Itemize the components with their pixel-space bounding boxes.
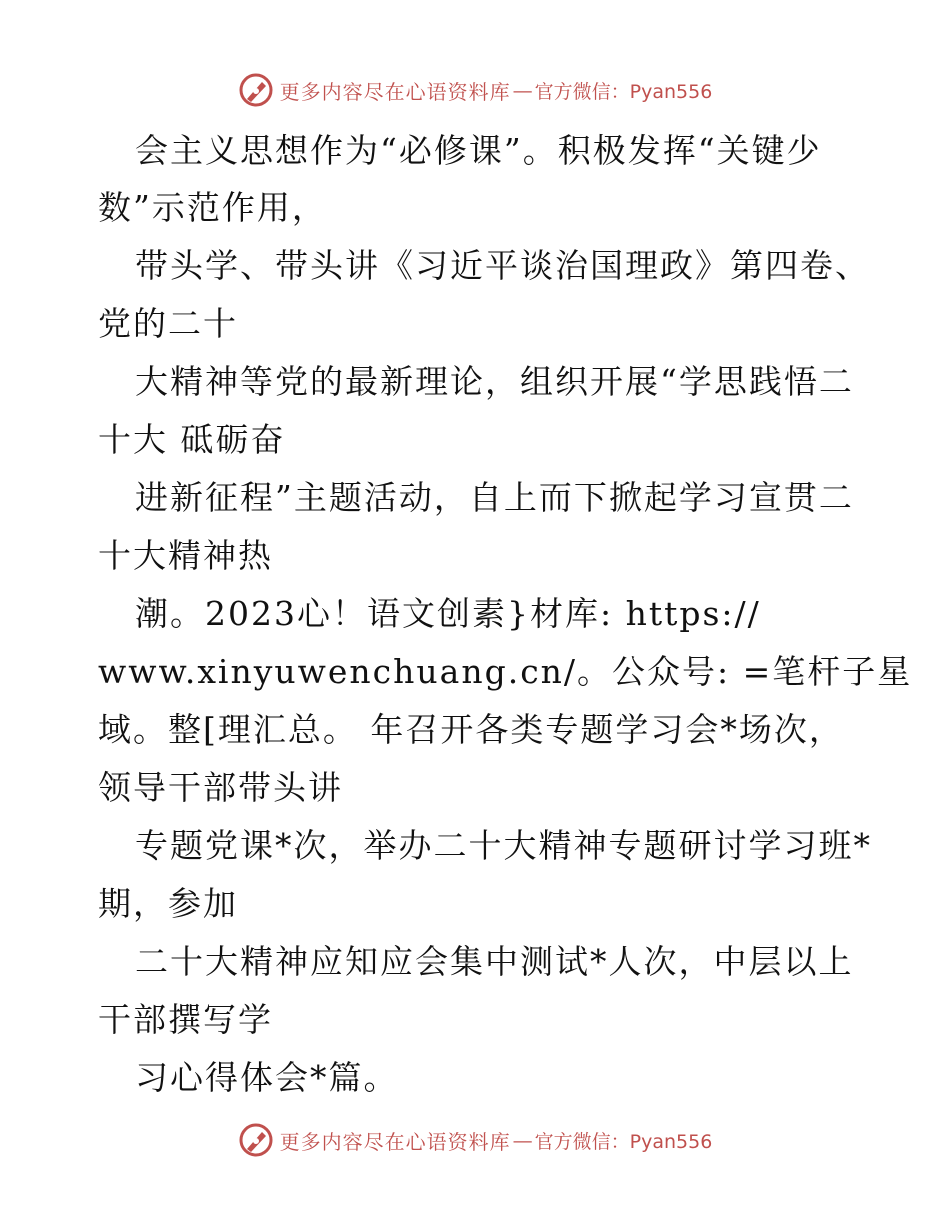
text-line: 二十大精神应知应会集中测试*人次，中层以上 [135, 942, 854, 981]
text-line: 干部撰写学 [98, 1000, 273, 1039]
text-line: 领导干部带头讲 [98, 768, 343, 807]
banner-separator: — [512, 78, 533, 102]
banner-text: 更多内容尽在心语资料库 [279, 1129, 511, 1154]
text-line: 习心得体会*篇。 [135, 1058, 399, 1097]
text-line: 会主义思想作为“必修课”。积极发挥“关键少 [135, 131, 822, 170]
text-line: 期，参加 [98, 884, 238, 923]
text-line: 域。整[理汇总。 年召开各类专题学习会*场次， [98, 710, 844, 749]
header-banner [0, 70, 950, 110]
text-line: 带头学、带头讲《习近平谈治国理政》第四卷、 [135, 246, 870, 285]
text-line: 进新征程”主题活动，自上而下掀起学习宣贯二 [135, 478, 854, 517]
text-line: 十大精神热 [98, 536, 273, 575]
banner-wechat: 官方微信：Pyan556 [534, 1130, 713, 1153]
text-line: 党的二十 [98, 304, 238, 343]
text-line: 数”示范作用， [98, 188, 327, 227]
banner-text: 更多内容尽在心语资料库 [279, 79, 511, 104]
text-line: www.xinyuwenchuang.cn/。公众号: =笔杆子星 [98, 652, 913, 691]
banner-wechat: 官方微信：Pyan556 [534, 80, 713, 103]
pen-seal-logo-icon [238, 72, 274, 108]
text-line: 十大 砥砺奋 [98, 420, 286, 459]
text-line: 大精神等党的最新理论，组织开展“学思践悟二 [135, 362, 854, 401]
text-line: 专题党课*次，举办二十大精神专题研讨学习班* [135, 826, 872, 865]
footer-banner [0, 1120, 950, 1160]
pen-seal-logo-icon [238, 1122, 274, 1158]
banner-separator: — [512, 1128, 533, 1152]
text-line: 潮。2023心！语文创素}材库: https:// [135, 594, 761, 633]
